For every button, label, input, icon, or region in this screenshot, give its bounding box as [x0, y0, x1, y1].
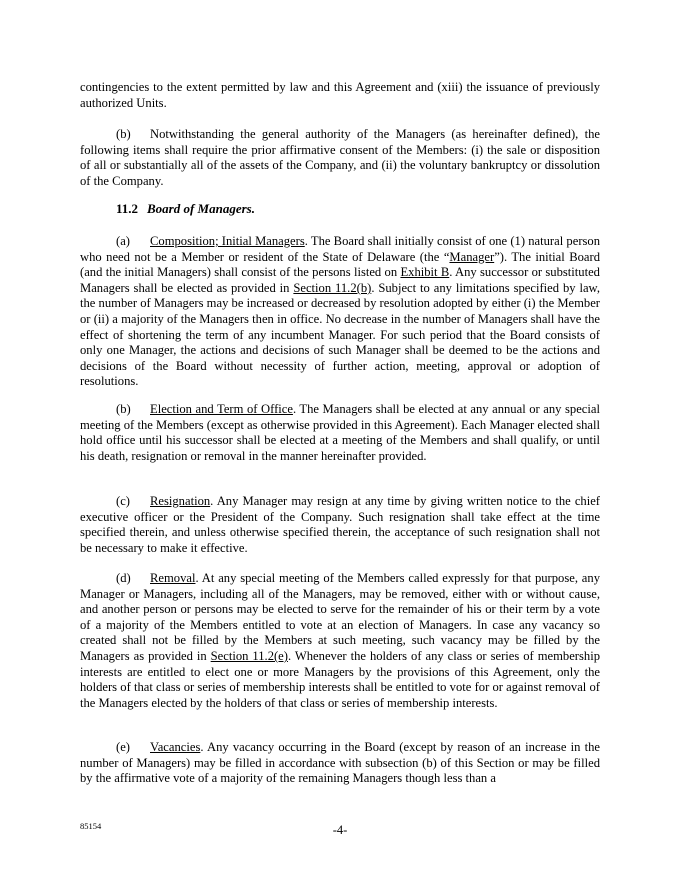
subsection-c-heading: Resignation [150, 494, 211, 508]
subsection-a-text3: . Any successor or substituted Managers shall be elected as provided in [80, 265, 600, 295]
subsection-b-label: (b) [116, 402, 131, 416]
section-title: Board of Managers. [147, 201, 255, 216]
subsection-a-heading: Composition; Initial Managers [150, 234, 305, 248]
paragraph-b [80, 127, 600, 189]
subsection-a-text2: ”). The initial Board (and the initial Managers) shall consist of the persons listed on [80, 249, 601, 280]
section-11-2-e-reference: Section 11.2(e) [210, 648, 288, 663]
intro-paragraph: contingencies to the extent permitted by law and this Agreement and (xiii) the issuance of previously authorized Units. [80, 80, 600, 110]
subsection-c [80, 494, 600, 556]
section-number: 11.2 [116, 201, 139, 216]
subsection-a-label: (a) [116, 234, 130, 248]
subsection-a [80, 234, 600, 390]
paragraph-b-label: (b) [116, 127, 131, 141]
footer-page-number: -4- [332, 823, 348, 837]
subsection-e-text: . Any vacancy occurring in the Board (except by reason of an increase in the number of Managers) may be filled in accordance with subsection (b) of this Section or may be filled by the affirmative vote of a majority of the remaining Managers though less than a [80, 740, 600, 786]
subsection-c-text: . Any Manager may resign at any time by giving written notice to the chief executive officer or the President of the Company. Such resignation shall take effect at the time specified therein, and unless otherwise specified therein, the acceptance of such resignation shall not be necessary to make it effective. [80, 494, 600, 555]
footer-document-id: 85154 [80, 821, 102, 831]
subsection-d-heading: Removal [150, 571, 196, 585]
subsection-a-text4: . Subject to any limitations specified by law, the number of Managers may be increased or decreased by resolution adopted by either (i) the Member or (ii) a majority of the Managers then in office. No decrease in the number of Managers shall have the effect of shortening the term of any incumbent Manager. For such period that the Board consists of only one Manager, the actions and decisions of such Manager shall be deemed to be the actions and decisions of the Board without necessity of further action, meeting, approval or adoption of resolutions. [80, 280, 600, 389]
subsection-b-text: . The Managers shall be elected at any annual or any special meeting of the Members (except as otherwise provided in this Agreement). Each Manager elected shall hold office until his successor shall be elected at a meeting of the Members and shall qualify, or until his death, resignation or removal in the manner hereinafter provided. [80, 402, 600, 463]
section-heading [116, 201, 255, 217]
defined-term-manager: Manager [449, 249, 495, 264]
subsection-e-heading: Vacancies [150, 740, 201, 754]
subsection-a-text1: . The Board shall initially consist of one (1) natural person who need not be a Member or resident of the State of Delaware (the “ [80, 234, 601, 264]
subsection-b [80, 402, 600, 464]
subsection-b-heading: Election and Term of Office [150, 402, 293, 416]
subsection-d-text1: . At any special meeting of the Members called expressly for that purpose, any Manager or Managers, including all of the Managers, may be removed, either with or without cause, and another person or persons may be elected to serve for the remainder of his or their term by a vote of a majority of the Members entitled to vote at an election of Managers. In case any vacancy so created shall not be filled by the Members at such meeting, such vacancy may be filled by the Managers as provided in [80, 571, 600, 663]
section-11-2-b-reference: Section 11.2(b) [293, 280, 372, 295]
subsection-d-text2: . Whenever the holders of any class or series of membership interests are entitled to elect one or more Managers by the provisions of this Agreement, only the holders of that class or series of membership interests shall be entitled to vote for or against removal of the Managers elected by the holders of that class or series of membership interests. [80, 648, 600, 710]
exhibit-b-reference: Exhibit B [400, 265, 450, 280]
subsection-c-label: (c) [116, 494, 130, 508]
subsection-e-label: (e) [116, 740, 130, 754]
paragraph-b-text: Notwithstanding the general authority of the Managers (as hereinafter defined), the following items shall require the prior affirmative consent of the Members: (i) the sale or disposition of all or substantially all of the assets of the Company, and (ii) the voluntary bankruptcy or dissolution of the Company. [80, 127, 600, 188]
subsection-d-label: (d) [116, 571, 131, 585]
subsection-d [80, 571, 600, 711]
subsection-e [80, 740, 600, 787]
